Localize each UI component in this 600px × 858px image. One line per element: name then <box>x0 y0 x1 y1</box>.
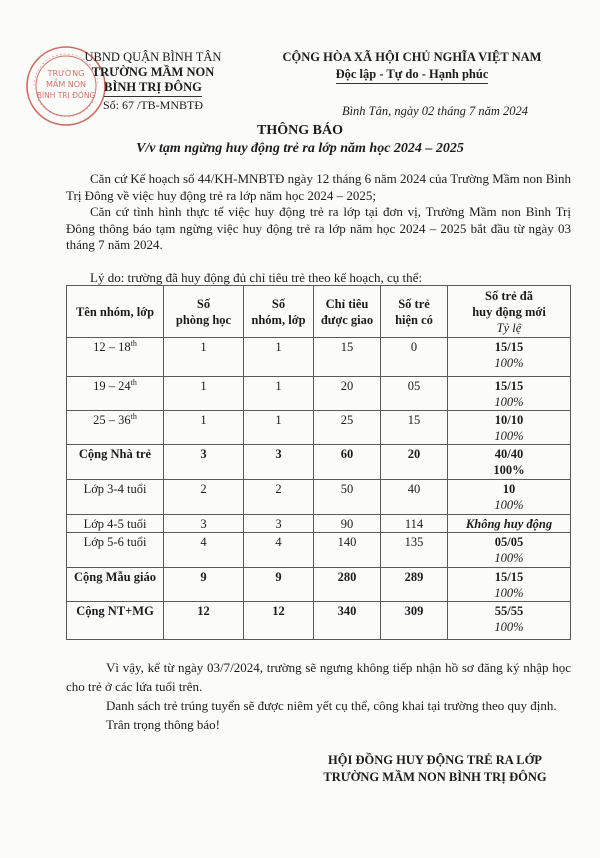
cell-rooms: 9 <box>164 568 244 602</box>
cell-current: 20 <box>381 445 448 480</box>
cell-groups: 9 <box>244 568 314 602</box>
table-row <box>67 568 571 602</box>
new-count: 40/40 <box>494 447 524 461</box>
svg-text:BÌNH TRỊ ĐÔNG: BÌNH TRỊ ĐÔNG <box>36 91 96 100</box>
new-count: Không huy động <box>465 517 553 531</box>
national-title: CỘNG HÒA XÃ HỘI CHỦ NGHĨA VIỆT NAM <box>282 50 542 64</box>
cell-name: Lớp 3-4 tuổi <box>67 480 164 515</box>
cell-groups: 1 <box>244 338 314 377</box>
cell-rooms: 1 <box>164 377 244 411</box>
cell-rooms: 4 <box>164 533 244 568</box>
new-count: 15/15 <box>494 379 524 393</box>
cell-current: 15 <box>381 411 448 445</box>
table-row <box>67 480 571 515</box>
cell-current: 05 <box>381 377 448 411</box>
rate: 100% <box>494 498 524 512</box>
cell-target: 50 <box>314 480 381 515</box>
cell-name: 19 – 24th <box>67 377 164 411</box>
agency-name-line2: BÌNH TRỊ ĐÔNG <box>104 80 202 97</box>
cell-new <box>448 568 571 602</box>
reason-line: Lý do: trường đã huy động đủ chỉ tiêu trẻ theo kế hoạch, cụ thể: <box>90 270 422 285</box>
header-rooms: Số phòng học <box>164 286 244 338</box>
cell-groups: 12 <box>244 602 314 640</box>
paragraph: Căn cứ Kế hoạch số 44/KH-MNBTĐ ngày 12 tháng 6 năm 2024 của Trường Mầm non Bình Trị Đông về việc huy động trẻ ra lớp năm học 2024 – 2025; <box>66 171 571 203</box>
rate: 100% <box>494 620 524 634</box>
cell-groups: 3 <box>244 515 314 533</box>
table-row <box>67 445 571 480</box>
header-current: Số trẻ hiện có <box>381 286 448 338</box>
signer-line1: HỘI ĐỒNG HUY ĐỘNG TRẺ RA LỚP <box>328 753 542 767</box>
cell-current: 114 <box>381 515 448 533</box>
svg-text:MẦM NON: MẦM NON <box>45 80 87 89</box>
header-new: Số trẻ đã huy động mới Tỷ lệ <box>448 286 571 338</box>
cell-target: 20 <box>314 377 381 411</box>
closing-paragraphs <box>66 658 571 734</box>
document-subject: V/v tạm ngừng huy động trẻ ra lớp năm học 2024 – 2025 <box>136 141 464 156</box>
cell-rooms: 12 <box>164 602 244 640</box>
mobilization-table <box>66 285 571 640</box>
header-name: Tên nhóm, lớp <box>67 286 164 338</box>
cell-target: 90 <box>314 515 381 533</box>
rate: 100% <box>494 551 524 565</box>
agency-parent: UBND QUẬN BÌNH TÂN <box>84 50 222 64</box>
cell-target: 15 <box>314 338 381 377</box>
table-row <box>67 411 571 445</box>
table-row <box>67 338 571 377</box>
table-body <box>67 338 571 640</box>
paragraph: Danh sách trẻ trúng tuyển sẽ được niêm yết cụ thể, công khai tại trường theo quy định. <box>106 698 557 713</box>
cell-name: Cộng Mẫu giáo <box>67 568 164 602</box>
new-count: 10 <box>502 482 516 496</box>
cell-name: Lớp 4-5 tuổi <box>67 515 164 533</box>
cell-target: 140 <box>314 533 381 568</box>
new-count: 55/55 <box>494 604 524 618</box>
paragraph: Trân trọng thông báo! <box>106 717 220 732</box>
header-target: Chỉ tiêu được giao <box>314 286 381 338</box>
cell-groups: 1 <box>244 377 314 411</box>
cell-rooms: 2 <box>164 480 244 515</box>
cell-target: 60 <box>314 445 381 480</box>
cell-current: 289 <box>381 568 448 602</box>
document-title: THÔNG BÁO <box>257 123 343 138</box>
cell-groups: 4 <box>244 533 314 568</box>
table-row <box>67 533 571 568</box>
cell-rooms: 1 <box>164 338 244 377</box>
document-number: Số: 67 /TB-MNBTĐ <box>102 98 203 112</box>
cell-target: 280 <box>314 568 381 602</box>
cell-target: 25 <box>314 411 381 445</box>
paragraph: Căn cứ tình hình thực tế việc huy động trẻ ra lớp tại đơn vị, Trường Mầm non Bình Trị Đông thông báo tạm ngừng việc huy động trẻ ra lớp năm học 2024 – 2025 bắt đầu từ ngày 03 tháng 7 năm 2024. <box>66 204 571 252</box>
rate: 100% <box>494 429 524 443</box>
new-count: 05/05 <box>494 535 524 549</box>
cell-name: Lớp 5-6 tuổi <box>67 533 164 568</box>
cell-new <box>448 411 571 445</box>
rate: 100% <box>494 395 524 409</box>
header-groups: Số nhóm, lớp <box>244 286 314 338</box>
cell-rooms: 3 <box>164 445 244 480</box>
cell-current: 40 <box>381 480 448 515</box>
cell-new <box>448 515 571 533</box>
cell-new <box>448 480 571 515</box>
cell-new <box>448 602 571 640</box>
new-count: 10/10 <box>494 413 524 427</box>
cell-current: 0 <box>381 338 448 377</box>
cell-current: 309 <box>381 602 448 640</box>
rate: 100% <box>494 356 524 370</box>
cell-name: Cộng Nhà trẻ <box>67 445 164 480</box>
cell-name: Cộng NT+MG <box>67 602 164 640</box>
cell-new <box>448 377 571 411</box>
cell-rooms: 1 <box>164 411 244 445</box>
cell-groups: 2 <box>244 480 314 515</box>
cell-groups: 3 <box>244 445 314 480</box>
issuing-agency-header <box>68 50 238 113</box>
place-date: Bình Tân, ngày 02 tháng 7 năm 2024 <box>341 104 529 118</box>
svg-text:TRƯỜNG: TRƯỜNG <box>47 69 85 78</box>
cell-rooms: 3 <box>164 515 244 533</box>
new-count: 15/15 <box>494 570 524 584</box>
national-header <box>262 50 562 84</box>
body-paragraphs <box>66 171 571 254</box>
national-motto: Độc lập - Tự do - Hạnh phúc <box>336 67 489 84</box>
table-header-row <box>67 286 571 338</box>
rate: 100% <box>494 586 524 600</box>
new-count: 15/15 <box>494 340 524 354</box>
table-row <box>67 515 571 533</box>
paragraph: Vì vậy, kể từ ngày 03/7/2024, trường sẽ ngưng không tiếp nhận hồ sơ đăng ký nhập học cho trẻ ở các lứa tuổi trên. <box>66 660 571 694</box>
table-row <box>67 602 571 640</box>
table-row <box>67 377 571 411</box>
cell-new <box>448 445 571 480</box>
cell-current: 135 <box>381 533 448 568</box>
cell-name: 25 – 36th <box>67 411 164 445</box>
cell-name: 12 – 18th <box>67 338 164 377</box>
signature-block <box>300 752 570 786</box>
cell-groups: 1 <box>244 411 314 445</box>
agency-name-line1: TRƯỜNG MẦM NON <box>91 65 215 79</box>
cell-target: 340 <box>314 602 381 640</box>
cell-new <box>448 338 571 377</box>
rate: 100% <box>493 463 525 477</box>
cell-new <box>448 533 571 568</box>
signer-line2: TRƯỜNG MẦM NON BÌNH TRỊ ĐÔNG <box>323 770 547 784</box>
